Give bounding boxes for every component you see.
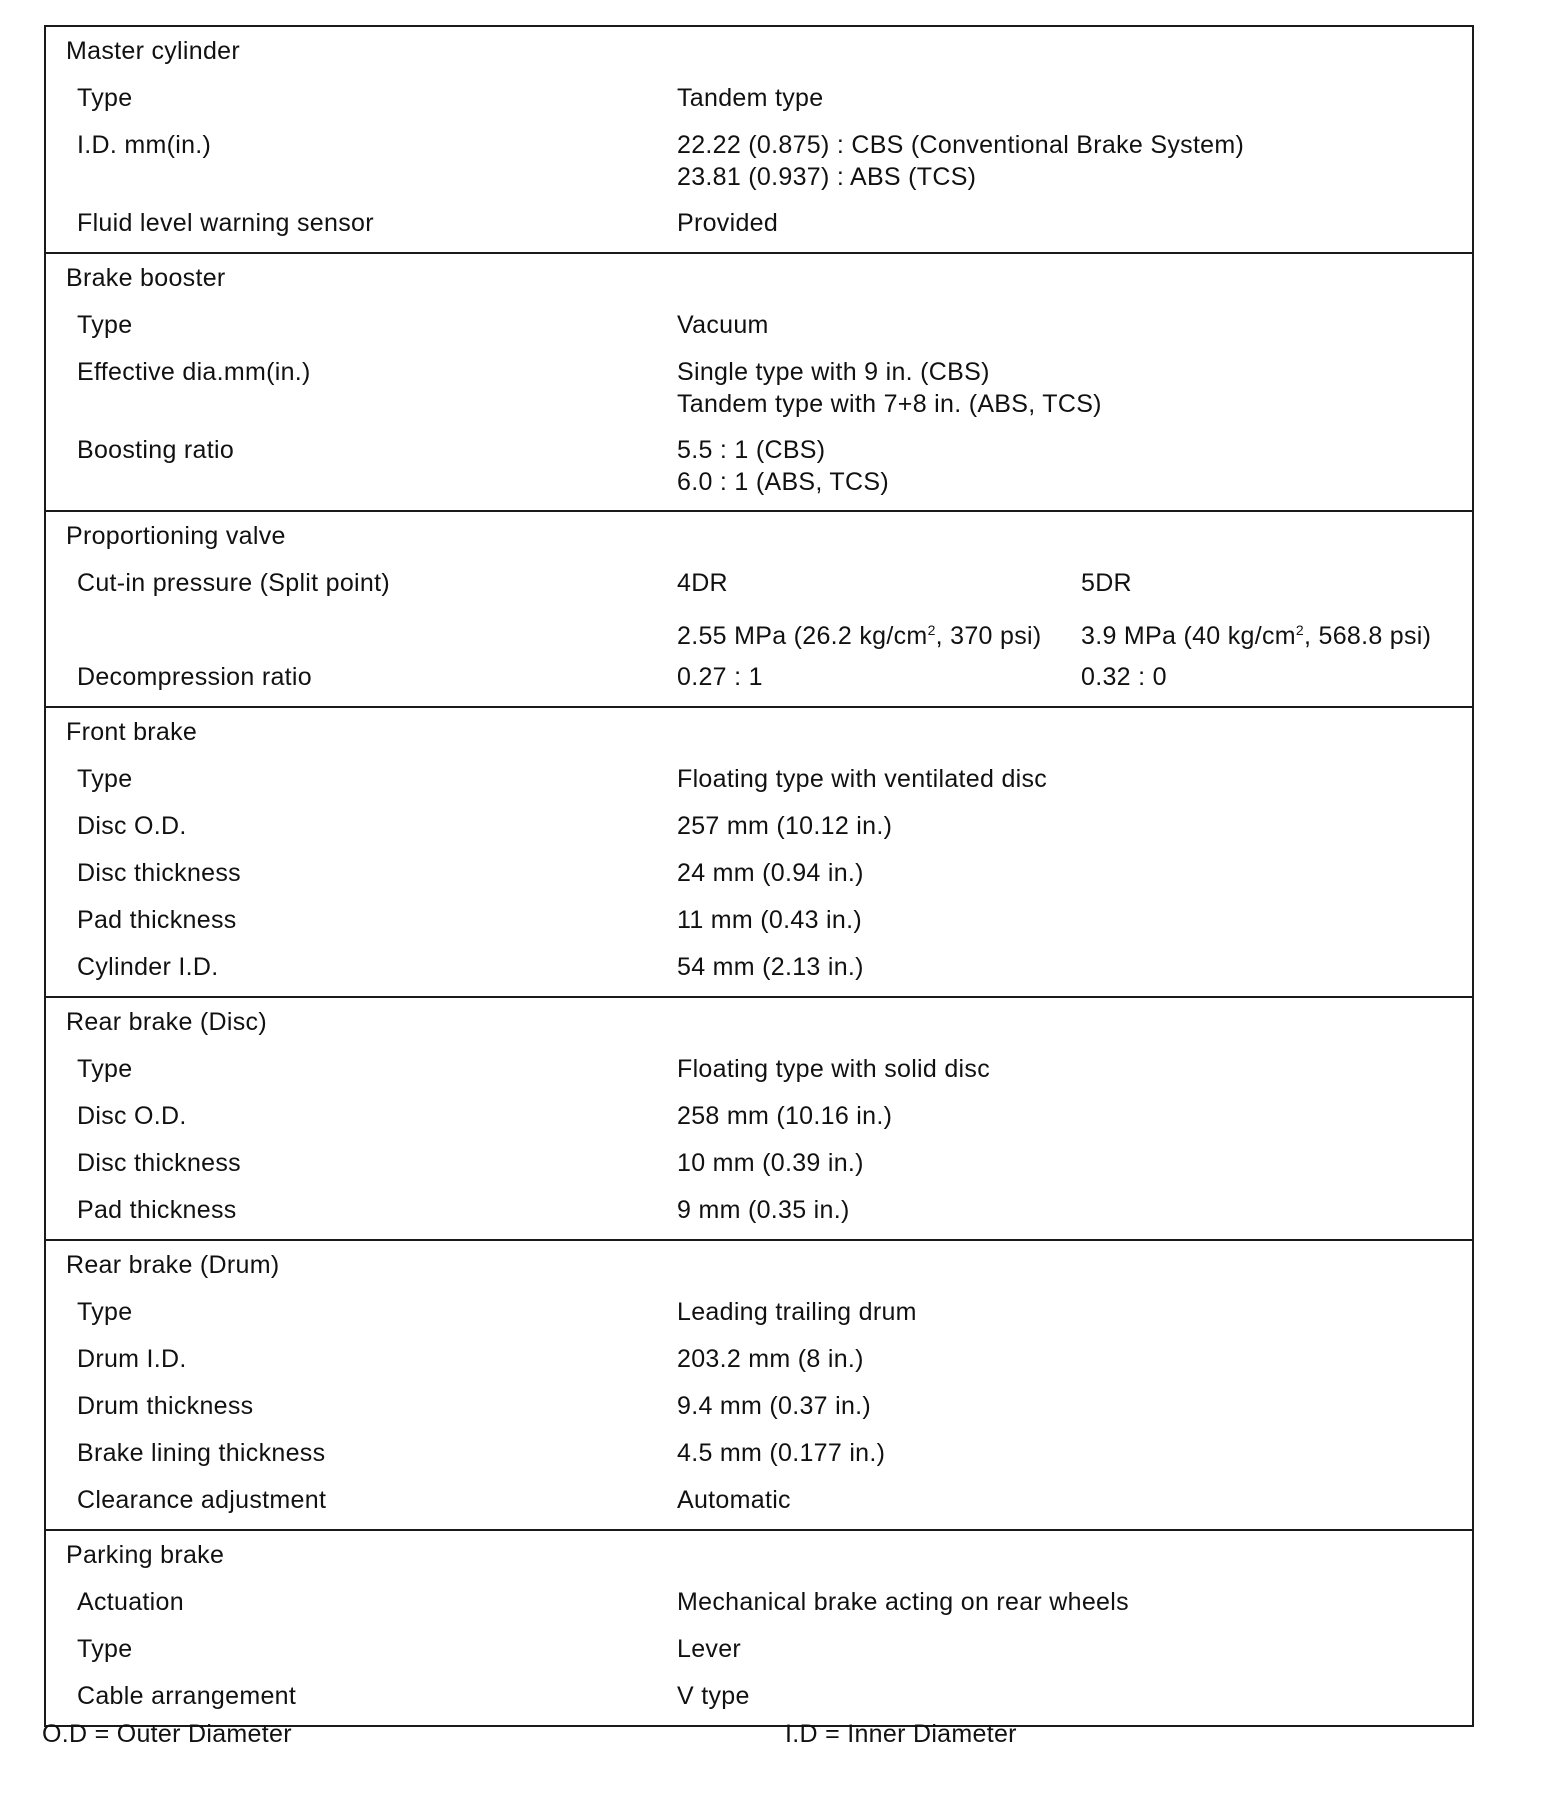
- spec-row: [46, 348, 1472, 426]
- spec-value: Floating type with solid disc: [677, 1055, 991, 1083]
- spec-value: 257 mm (10.12 in.): [677, 812, 893, 840]
- spec-label: Pad thickness: [77, 1196, 237, 1224]
- spec-row: [46, 1139, 1472, 1186]
- section-heading: [46, 1531, 1472, 1578]
- heading-label: Master cylinder: [66, 37, 240, 65]
- spec-value: 54 mm (2.13 in.): [677, 953, 864, 981]
- spec-label: Pad thickness: [77, 906, 237, 934]
- spec-row: [46, 653, 1472, 700]
- section-heading: [46, 1241, 1472, 1288]
- spec-value-line: Tandem type with 7+8 in. (ABS, TCS): [677, 390, 1102, 418]
- value-part: , 370 psi): [935, 622, 1042, 650]
- spec-row: [46, 301, 1472, 348]
- spec-row: [46, 559, 1472, 606]
- spec-value: Automatic: [677, 1486, 791, 1514]
- spec-row: [46, 1625, 1472, 1672]
- spec-value-4dr: 0.27 : 1: [677, 663, 763, 691]
- spec-value: Provided: [677, 209, 779, 237]
- spec-value-4dr: [677, 614, 1042, 652]
- spec-value: Tandem type: [677, 84, 824, 112]
- spec-label: Type: [77, 765, 133, 793]
- heading-label: Proportioning valve: [66, 522, 286, 550]
- footnote-inner-diameter: I.D = Inner Diameter: [785, 1720, 1017, 1748]
- spec-label: Type: [77, 1635, 133, 1663]
- spec-label: Type: [77, 84, 133, 112]
- spec-row: [46, 943, 1472, 990]
- spec-label: Disc thickness: [77, 1149, 241, 1177]
- spec-label: Clearance adjustment: [77, 1486, 327, 1514]
- spec-value: Leading trailing drum: [677, 1298, 917, 1326]
- spec-value-line: 5.5 : 1 (CBS): [677, 436, 826, 464]
- value-part: 2.55 MPa (26.2 kg/cm: [677, 622, 928, 650]
- section-front-brake: [46, 708, 1472, 998]
- section-parking-brake: [46, 1531, 1472, 1725]
- spec-value-5dr: 0.32 : 0: [1081, 663, 1167, 691]
- spec-label: Disc thickness: [77, 859, 241, 887]
- brake-spec-table: [44, 25, 1474, 1727]
- spec-row: [46, 199, 1472, 246]
- spec-row: [46, 896, 1472, 943]
- spec-value-line: Single type with 9 in. (CBS): [677, 358, 990, 386]
- spec-value: [677, 356, 1102, 420]
- spec-value: Vacuum: [677, 311, 769, 339]
- spec-value: 11 mm (0.43 in.): [677, 906, 862, 934]
- spec-value: 9.4 mm (0.37 in.): [677, 1392, 872, 1420]
- spec-value: [677, 434, 889, 498]
- section-rear-brake-drum: [46, 1241, 1472, 1531]
- spec-label: Cylinder I.D.: [77, 953, 219, 981]
- spec-value: 9 mm (0.35 in.): [677, 1196, 850, 1224]
- section-heading: [46, 27, 1472, 74]
- spec-row: [46, 1382, 1472, 1429]
- column-header-5dr: 5DR: [1081, 569, 1132, 597]
- spec-row: [46, 755, 1472, 802]
- spec-label: Cut-in pressure (Split point): [77, 569, 390, 597]
- spec-label: Disc O.D.: [77, 812, 187, 840]
- section-heading: [46, 998, 1472, 1045]
- spec-label: Type: [77, 311, 133, 339]
- spec-value: V type: [677, 1682, 750, 1710]
- spec-label: Disc O.D.: [77, 1102, 187, 1130]
- spec-value: Lever: [677, 1635, 742, 1663]
- spec-label: Type: [77, 1055, 133, 1083]
- spec-value: 10 mm (0.39 in.): [677, 1149, 864, 1177]
- heading-label: Rear brake (Drum): [66, 1251, 280, 1279]
- section-rear-brake-disc: [46, 998, 1472, 1241]
- spec-value-line: 6.0 : 1 (ABS, TCS): [677, 468, 889, 496]
- spec-row: [46, 1476, 1472, 1523]
- spec-row: [46, 1335, 1472, 1382]
- spec-row: [46, 849, 1472, 896]
- spec-row: [46, 1578, 1472, 1625]
- column-header-4dr: 4DR: [677, 569, 728, 597]
- spec-row: [46, 1092, 1472, 1139]
- value-part: , 568.8 psi): [1304, 622, 1432, 650]
- spec-row: [46, 1288, 1472, 1335]
- spec-value-line: 22.22 (0.875) : CBS (Conventional Brake System): [677, 131, 1245, 159]
- spec-label: Decompression ratio: [77, 663, 312, 691]
- heading-label: Front brake: [66, 718, 198, 746]
- spec-value: [677, 129, 1244, 193]
- section-master-cylinder: [46, 27, 1472, 254]
- spec-row: [46, 1672, 1472, 1719]
- heading-label: Rear brake (Disc): [66, 1008, 267, 1036]
- spec-row: [46, 1045, 1472, 1092]
- spec-label: Boosting ratio: [77, 436, 235, 464]
- spec-row: [46, 74, 1472, 121]
- section-heading: [46, 708, 1472, 755]
- spec-row: [46, 1429, 1472, 1476]
- spec-row: [46, 121, 1472, 199]
- spec-row: [46, 802, 1472, 849]
- spec-label: Fluid level warning sensor: [77, 209, 374, 237]
- spec-value: 4.5 mm (0.177 in.): [677, 1439, 886, 1467]
- spec-value: 258 mm (10.16 in.): [677, 1102, 893, 1130]
- heading-label: Parking brake: [66, 1541, 225, 1569]
- footnote-outer-diameter: O.D = Outer Diameter: [42, 1720, 292, 1748]
- spec-value: 24 mm (0.94 in.): [677, 859, 864, 887]
- heading-label: Brake booster: [66, 264, 226, 292]
- value-part: 3.9 MPa (40 kg/cm: [1081, 622, 1296, 650]
- spec-value-5dr: [1081, 614, 1431, 652]
- spec-row: [46, 1186, 1472, 1233]
- superscript: 2: [927, 622, 936, 638]
- spec-label: Actuation: [77, 1588, 184, 1616]
- superscript: 2: [1295, 622, 1304, 638]
- spec-value: 203.2 mm (8 in.): [677, 1345, 864, 1373]
- spec-row: [46, 426, 1472, 504]
- section-heading: [46, 512, 1472, 559]
- spec-value-line: 23.81 (0.937) : ABS (TCS): [677, 163, 977, 191]
- spec-label: Brake lining thickness: [77, 1439, 326, 1467]
- section-proportioning-valve: [46, 512, 1472, 708]
- spec-label: Type: [77, 1298, 133, 1326]
- spec-value: Floating type with ventilated disc: [677, 765, 1048, 793]
- spec-label: Effective dia.mm(in.): [77, 358, 311, 386]
- spec-label: I.D. mm(in.): [77, 131, 212, 159]
- section-brake-booster: [46, 254, 1472, 512]
- section-heading: [46, 254, 1472, 301]
- spec-row: [46, 606, 1472, 653]
- spec-value: Mechanical brake acting on rear wheels: [677, 1588, 1129, 1616]
- spec-label: Cable arrangement: [77, 1682, 297, 1710]
- spec-label: Drum I.D.: [77, 1345, 187, 1373]
- spec-label: Drum thickness: [77, 1392, 254, 1420]
